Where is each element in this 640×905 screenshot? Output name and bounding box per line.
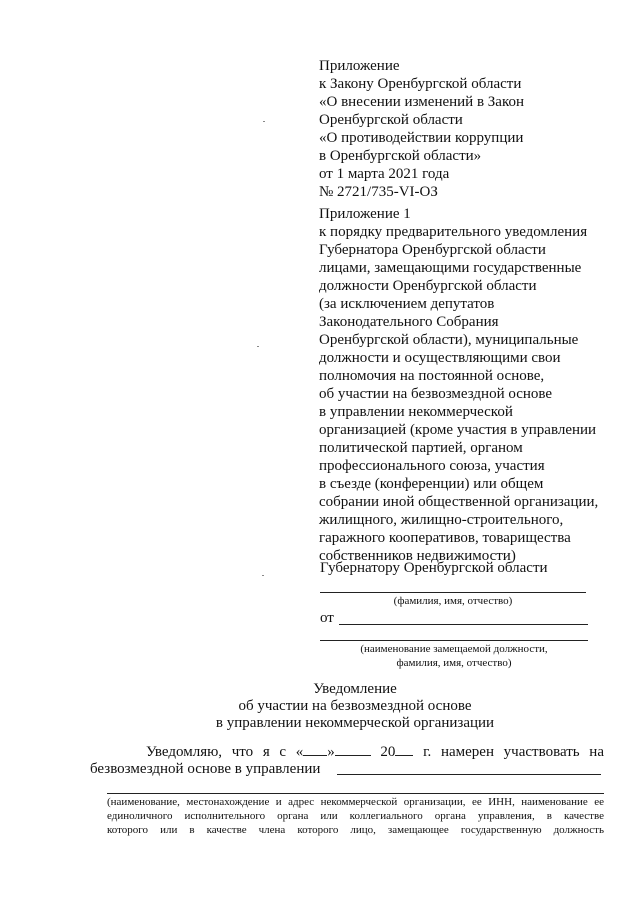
body-line-2: безвозмездной основе в управлении	[90, 761, 321, 777]
year-blank[interactable]	[395, 741, 413, 756]
notice-subtitle-1: об участии на безвозмездной основе	[238, 698, 472, 714]
name-blank-line[interactable]	[320, 592, 586, 593]
notice-title: Уведомление	[313, 681, 397, 697]
scan-speck	[262, 575, 264, 576]
appendix-header-line: в Оренбургской области»	[319, 148, 482, 164]
appendix-1-line: об участии на безвозмездной основе	[319, 386, 553, 402]
from-blank-line[interactable]	[339, 624, 588, 625]
body-word: с	[279, 744, 287, 760]
day-blank[interactable]	[303, 741, 327, 756]
appendix-1-line: к порядку предварительного уведомления	[319, 224, 588, 240]
body-word: на	[589, 744, 604, 760]
position-blank-line[interactable]	[320, 640, 588, 641]
organization-blank-line[interactable]	[337, 774, 601, 775]
appendix-1-line: в съезде (конференции) или общем	[319, 476, 544, 492]
body-word: я	[262, 744, 270, 760]
appendix-header-line: Приложение	[319, 58, 400, 74]
appendix-1-line: собственников недвижимости)	[319, 548, 516, 564]
caption-position-line-2: фамилия, имя, отчество)	[396, 657, 512, 669]
appendix-1-line: собрании иной общественной организации,	[319, 494, 599, 510]
appendix-header-date: от 1 марта 2021 года	[319, 166, 450, 182]
appendix-1-line: в управлении некоммерческой	[319, 404, 513, 420]
appendix-1-line: профессионального союза, участия	[319, 458, 545, 474]
appendix-header-number: № 2721/735-VI-ОЗ	[319, 184, 438, 200]
organization-blank-line-2[interactable]	[107, 793, 604, 794]
appendix-header-line: «О противодействии коррупции	[319, 130, 524, 146]
appendix-1-title: Приложение 1	[319, 206, 411, 222]
appendix-1-line: жилищного, жилищно-строительного,	[319, 512, 564, 528]
addressee-from-label: от	[320, 610, 334, 626]
body-word: что	[231, 744, 254, 760]
body-word: намерен	[440, 744, 494, 760]
appendix-header-line: Оренбургской области	[319, 112, 463, 128]
year-field	[380, 741, 413, 761]
body-word: г.	[423, 744, 432, 760]
appendix-1-line: (за исключением депутатов	[319, 296, 495, 312]
caption-name: (фамилия, имя, отчество)	[393, 595, 513, 607]
appendix-1-line: Губернатора Оренбургской области	[319, 242, 546, 258]
addressee-to: Губернатору Оренбургской области	[320, 560, 548, 576]
appendix-1-line: гаражного кооперативов, товарищества	[319, 530, 571, 546]
appendix-header-line: к Закону Оренбургской области	[319, 76, 522, 92]
appendix-1-line: полномочия на постоянной основе,	[319, 368, 545, 384]
body-word: Уведомляю,	[146, 744, 223, 760]
scan-speck	[263, 121, 265, 122]
quote-close: »	[327, 744, 335, 760]
appendix-1-line: Законодательного Собрания	[319, 314, 499, 330]
body-line-1	[146, 741, 604, 761]
appendix-header-line: «О внесении изменений в Закон	[319, 94, 525, 110]
footnote-caption	[107, 795, 604, 837]
footnote-line: единоличного исполнительного органа или коллегиального органа управления, в качестве	[107, 810, 604, 822]
date-field	[296, 741, 371, 761]
caption-position-line-1: (наименование замещаемой должности,	[360, 643, 548, 655]
appendix-1-line: лицами, замещающими государственные	[319, 260, 582, 276]
body-word: участвовать	[503, 744, 580, 760]
month-blank[interactable]	[335, 741, 371, 756]
appendix-1-block	[319, 205, 598, 565]
appendix-1-line: политической партией, органом	[319, 440, 523, 456]
appendix-1-line: должности Оренбургской области	[319, 278, 537, 294]
appendix-1-line: Оренбургской области), муниципальные	[319, 332, 579, 348]
footnote-line: (наименование, местонахождение и адрес некоммерческой организации, ее ИНН, наименование ее	[107, 796, 604, 808]
appendix-1-line: организацией (кроме участия в управлении	[319, 422, 597, 438]
footnote-line: которого или в качестве члена которого лицо, замещающее государственную должность	[107, 824, 604, 836]
appendix-header	[319, 57, 524, 201]
year-prefix: 20	[380, 744, 396, 760]
quote-open: «	[295, 744, 304, 760]
appendix-1-line: должности и осуществляющими свои	[319, 350, 561, 366]
notice-subtitle-2: в управлении некоммерческой организации	[215, 715, 495, 731]
scan-speck	[257, 346, 259, 347]
